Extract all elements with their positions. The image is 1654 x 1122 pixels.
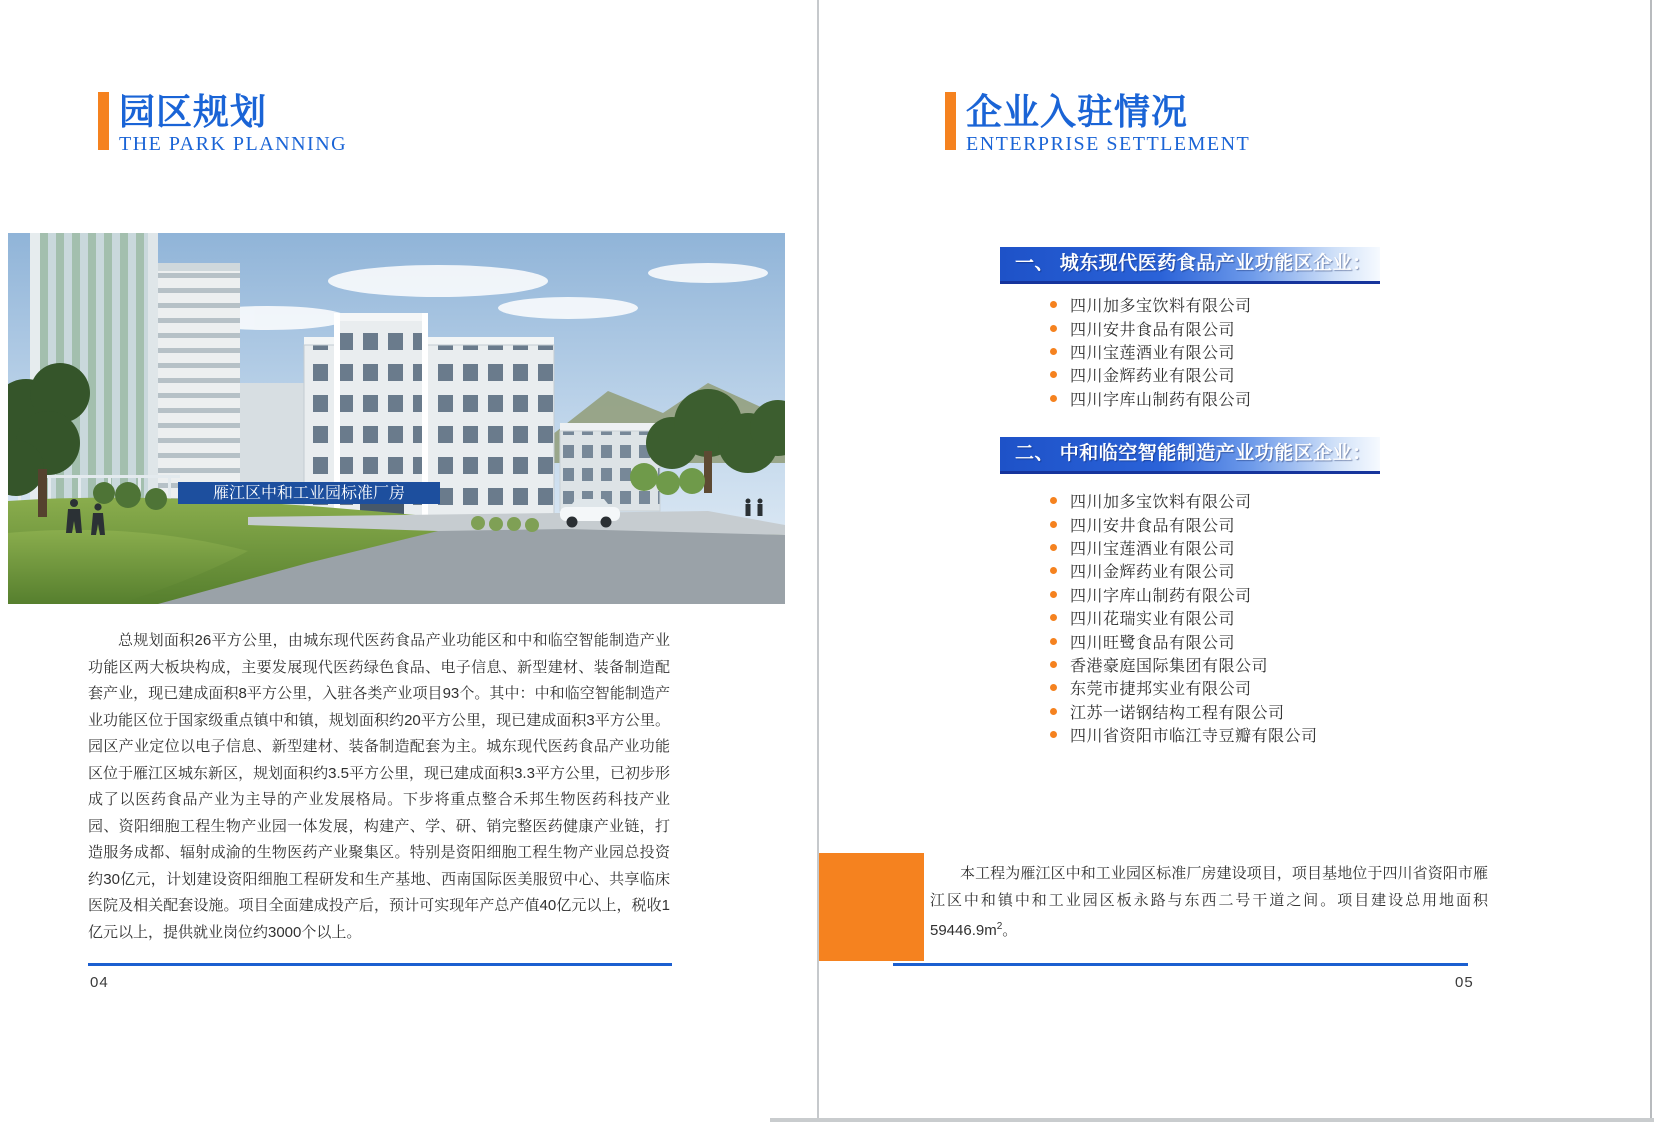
company-name: 四川安井食品有限公司 [1070, 321, 1236, 339]
bullet-dot-icon [1050, 661, 1057, 668]
company-name: 四川宝莲酒业有限公司 [1070, 540, 1236, 558]
left-title-block [98, 92, 347, 155]
right-title-texts [966, 92, 1250, 155]
right-page-title: 企业入驻情况 [966, 91, 1189, 132]
bullet-dot-icon [1050, 614, 1057, 621]
right-footer-rule [893, 963, 1468, 966]
company-list-item [1050, 653, 1318, 676]
area-value: 59446.9m [930, 922, 997, 939]
company-list-item [1050, 606, 1318, 629]
company-list-item [1050, 629, 1318, 652]
company-list-item [1050, 700, 1318, 723]
park-rendering-photo [8, 233, 785, 604]
section-1-heading: 一、 城东现代医药食品产业功能区企业： [1000, 247, 1380, 284]
company-name: 四川省资阳市临江寺豆瓣有限公司 [1070, 728, 1318, 746]
company-list-item [1050, 536, 1318, 559]
company-list-item [1050, 676, 1318, 699]
bullet-dot-icon [1050, 591, 1057, 598]
company-list-item [1050, 512, 1318, 535]
company-name: 四川金辉药业有限公司 [1070, 564, 1236, 582]
orange-accent-square [818, 853, 924, 961]
bullet-dot-icon [1050, 638, 1057, 645]
title-accent-bar [98, 92, 109, 150]
bullet-dot-icon [1050, 497, 1057, 504]
company-list-item [1050, 559, 1318, 582]
project-paragraph-text: 本工程为雁江区中和工业园区标准厂房建设项目，项目基地位于四川省资阳市雁江区中和镇中和工业园区板永路与东西二号干道之间。项目建设总用地面积 [930, 865, 1488, 909]
company-list-item [1050, 293, 1252, 316]
section-1-company-list [1050, 293, 1252, 410]
left-title-texts [119, 92, 347, 155]
page-fold-divider [817, 0, 819, 1122]
company-name: 四川字库山制药有限公司 [1070, 587, 1252, 605]
bullet-dot-icon [1050, 325, 1057, 332]
page-right [818, 0, 1654, 1122]
company-name: 香港豪庭国际集团有限公司 [1070, 657, 1269, 675]
project-paragraph [930, 861, 1488, 945]
bullet-dot-icon [1050, 544, 1057, 551]
company-name: 东莞市捷邦实业有限公司 [1070, 681, 1252, 699]
company-list-item [1050, 723, 1318, 746]
company-name: 江苏一诺钢结构工程有限公司 [1070, 704, 1285, 722]
title-accent-bar [945, 92, 956, 150]
company-list-item [1050, 363, 1252, 386]
page-right-edge [1650, 0, 1652, 1122]
bullet-dot-icon [1050, 731, 1057, 738]
left-page-title: 园区规划 [119, 91, 268, 132]
company-name: 四川金辉药业有限公司 [1070, 368, 1236, 386]
left-page-subtitle: THE PARK PLANNING [119, 133, 348, 155]
page-left [0, 0, 818, 1122]
company-list-item [1050, 340, 1252, 363]
company-name: 四川花瑞实业有限公司 [1070, 611, 1236, 629]
park-planning-paragraph: 总规划面积26平方公里，由城东现代医药食品产业功能区和中和临空智能制造产业功能区两大板块构成，主要发展现代医药绿色食品、电子信息、新型建材、装备制造配套产业，现已建成面积8平方公里，入驻各类产业项目93个。其中：中和临空智能制造产业功能区位于国家级重点镇中和镇，规划面积约20平方公里，现已建成面积3平方公里。园区产业定位以电子信息、新型建材、装备制造配套为主。城东现代医药食品产业功能区位于雁江区城东新区，规划面积约3.5平方公里，现已建成面积3.3平方公里，已初步形成了以医药食品产业为主导的产业发展格局。下步将重点整合禾邦生物医药科技产业园、资阳细胞工程生物产业园一体发展，构建产、学、研、销完整医药健康产业链，打造服务成都、辐射成渝的生物医药产业聚集区。特别是资阳细胞工程生物产业园总投资约30亿元，计划建设资阳细胞工程研发和生产基地、西南国际医美服贸中心、共享临床医院及相关配套设施。项目全面建成投产后，预计可实现年产总产值40亿元以上，税收1亿元以上，提供就业岗位约3000个以上。 [88, 632, 670, 941]
bullet-dot-icon [1050, 521, 1057, 528]
bullet-dot-icon [1050, 708, 1057, 715]
park-photo-illustration [8, 233, 785, 604]
company-list-item [1050, 489, 1318, 512]
company-list-item [1050, 316, 1252, 339]
left-page-number: 04 [90, 974, 109, 991]
bullet-dot-icon [1050, 348, 1057, 355]
bullet-dot-icon [1050, 395, 1057, 402]
area-superscript: 2 [996, 921, 1003, 932]
right-title-block [945, 92, 1250, 155]
right-page-subtitle: ENTERPRISE SETTLEMENT [966, 133, 1251, 155]
section-2-heading: 二、 中和临空智能制造产业功能区企业： [1000, 437, 1380, 474]
section-2-company-list [1050, 489, 1318, 746]
bullet-dot-icon [1050, 684, 1057, 691]
company-name: 四川加多宝饮料有限公司 [1070, 494, 1252, 512]
company-list-item [1050, 387, 1252, 410]
company-name: 四川字库山制药有限公司 [1070, 391, 1252, 409]
bullet-dot-icon [1050, 301, 1057, 308]
right-page-number: 05 [1455, 974, 1474, 991]
photo-banner-text: 雁江区中和工业园标准厂房 [212, 485, 406, 502]
company-name: 四川安井食品有限公司 [1070, 517, 1236, 535]
company-name: 四川旺鹭食品有限公司 [1070, 634, 1236, 652]
company-list-item [1050, 583, 1318, 606]
left-footer-rule [88, 963, 672, 966]
company-name: 四川宝莲酒业有限公司 [1070, 344, 1236, 362]
page-bottom-edge [770, 1118, 1654, 1122]
area-period: 。 [1002, 922, 1018, 939]
bullet-dot-icon [1050, 567, 1057, 574]
company-name: 四川加多宝饮料有限公司 [1070, 298, 1252, 316]
bullet-dot-icon [1050, 371, 1057, 378]
